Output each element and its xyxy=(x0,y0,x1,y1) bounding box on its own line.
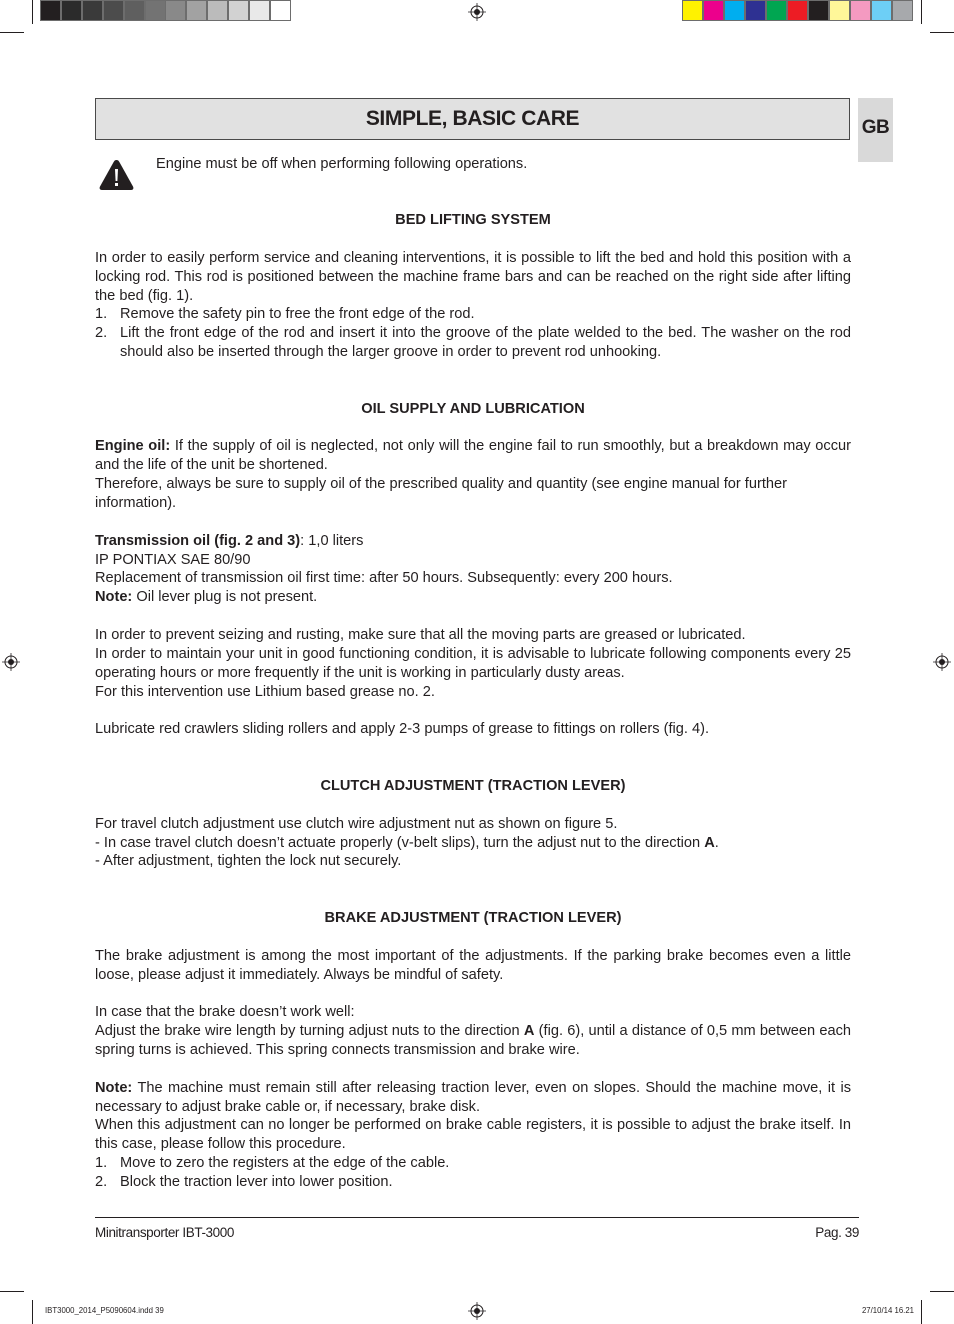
color-swatch xyxy=(82,0,103,21)
crop-mark xyxy=(921,0,922,24)
brake-adjust-text: Adjust the brake wire length by turning adjust nuts to the direction xyxy=(95,1023,524,1039)
brake-case-line: In case that the brake doesn’t work well: xyxy=(95,1004,355,1020)
crop-mark xyxy=(921,1300,922,1324)
list-item xyxy=(95,1173,851,1192)
therefore-paragraph: Therefore, always be sure to supply oil of the prescribed quality and quantity (see engine manual for further information). xyxy=(95,476,787,511)
color-swatch xyxy=(703,0,724,21)
color-swatch xyxy=(850,0,871,21)
engine-oil-paragraph xyxy=(95,437,851,475)
section-heading-oil-supply: OIL SUPPLY AND LUBRICATION xyxy=(361,401,585,417)
transmission-oil-type: IP PONTIAX SAE 80/90 xyxy=(95,552,251,568)
brake-when-paragraph: When this adjustment can no longer be performed on brake cable registers, it is possible to adjust the brake itself. In this case, please follow this procedure. xyxy=(95,1117,851,1152)
page-title: SIMPLE, BASIC CARE xyxy=(365,107,580,130)
color-swatch xyxy=(270,0,291,21)
color-swatch xyxy=(787,0,808,21)
list-item xyxy=(95,324,851,362)
color-swatch xyxy=(165,0,186,21)
crop-mark xyxy=(930,1291,954,1292)
list-number: 1. xyxy=(95,1155,108,1171)
brake-adjust-text-end: (fig. 6), until a distance of 0,5 mm between each spring turns is achieved. This spring connects transmission and brake wire. xyxy=(95,1023,851,1058)
maintain-paragraph: In order to maintain your unit in good functioning condition, it is advisable to lubricate following components every 25 operating hours or more frequently if the unit is working in particularly dusty areas. xyxy=(95,646,851,681)
color-swatch xyxy=(724,0,745,21)
clutch-line-1: For travel clutch adjustment use clutch wire adjustment nut as shown on figure 5. xyxy=(95,816,618,832)
registration-mark-icon xyxy=(468,3,486,21)
color-swatch xyxy=(228,0,249,21)
color-swatch xyxy=(124,0,145,21)
color-swatch xyxy=(808,0,829,21)
grease-paragraph: For this intervention use Lithium based grease no. 2. xyxy=(95,684,435,700)
color-swatch xyxy=(892,0,913,21)
clutch-line-3: - After adjustment, tighten the lock nut securely. xyxy=(95,853,402,869)
clutch-line-2-text: - In case travel clutch doesn’t actuate properly (v-belt slips), turn the adjust nut to the direction xyxy=(95,835,705,851)
color-swatch xyxy=(766,0,787,21)
color-swatch xyxy=(145,0,166,21)
print-slug-timestamp: 27/10/14 16.21 xyxy=(861,1306,914,1315)
list-number: 2. xyxy=(95,1174,108,1190)
color-swatch xyxy=(249,0,270,21)
clutch-line-2-end: . xyxy=(714,835,719,851)
section-heading-bed-lifting: BED LIFTING SYSTEM xyxy=(395,212,551,228)
crop-mark xyxy=(930,32,954,33)
crop-mark xyxy=(0,32,24,33)
warning-triangle-icon xyxy=(98,158,135,192)
footer-divider xyxy=(95,1217,859,1218)
warning-text: Engine must be off when performing following operations. xyxy=(156,156,528,172)
crop-mark xyxy=(32,0,33,24)
list-item xyxy=(95,1154,851,1173)
registration-mark-icon xyxy=(2,653,20,671)
engine-oil-label: Engine oil: xyxy=(95,438,171,454)
list-text: Move to zero the registers at the edge of the cable. xyxy=(120,1155,450,1171)
lubricate-paragraph: Lubricate red crawlers sliding rollers and apply 2-3 pumps of grease to fittings on rollers (fig. 4). xyxy=(95,721,710,737)
crop-mark xyxy=(0,1291,24,1292)
color-swatch xyxy=(40,0,61,21)
note-text: The machine must remain still after releasing traction lever, even on slopes. Should the machine move, it is necessary to adjust brake cable or, if necessary, brake disk. xyxy=(95,1080,851,1115)
brake-intro-paragraph: The brake adjustment is among the most important of the adjustments. If the parking brake becomes even a little loose, please adjust it immediately. Always be mindful of safety. xyxy=(95,948,851,983)
transmission-oil-value: : 1,0 liters xyxy=(300,533,364,549)
note-label: Note: xyxy=(95,589,133,605)
color-swatch xyxy=(829,0,850,21)
direction-label: A xyxy=(704,835,715,851)
color-swatch xyxy=(745,0,766,21)
registration-mark-icon xyxy=(468,1302,486,1320)
oil-note xyxy=(95,588,851,607)
section-heading-brake: BRAKE ADJUSTMENT (TRACTION LEVER) xyxy=(324,910,622,926)
replacement-text: Replacement of transmission oil first time: after 50 hours. Subsequently: every 200 hours. xyxy=(95,570,673,586)
color-swatch xyxy=(682,0,703,21)
list-number: 2. xyxy=(95,325,108,341)
list-item xyxy=(95,305,851,324)
footer-product-name: Minitransporter IBT-3000 xyxy=(95,1225,234,1240)
prevent-paragraph: In order to prevent seizing and rusting, make sure that all the moving parts are greased or lubricated. xyxy=(95,627,746,643)
clutch-line-2 xyxy=(95,834,851,853)
list-number: 1. xyxy=(95,306,108,322)
bed-intro-paragraph: In order to easily perform service and cleaning interventions, it is possible to lift the bed and hold this position with a locking rod. This rod is positioned between the machine frame bars and can be reached on the right side after lifting the bed (fig. 1). xyxy=(95,250,851,304)
color-swatch xyxy=(207,0,228,21)
brake-note-paragraph xyxy=(95,1079,851,1117)
brake-adjust-paragraph xyxy=(95,1022,851,1060)
language-tab: GB xyxy=(858,98,893,162)
registration-mark-icon xyxy=(933,653,951,671)
note-label: Note: xyxy=(95,1080,133,1096)
note-text: Oil lever plug is not present. xyxy=(132,589,318,605)
footer-page-number: Pag. 39 xyxy=(815,1225,859,1240)
color-swatch xyxy=(103,0,124,21)
engine-oil-text: If the supply of oil is neglected, not only will the engine fail to run smoothly, but a breakdown may occur and the life of the unit be shortened. xyxy=(95,438,851,473)
direction-label: A xyxy=(523,1023,535,1039)
color-swatch xyxy=(871,0,892,21)
transmission-oil-label: Transmission oil (fig. 2 and 3) xyxy=(95,533,301,549)
crop-mark xyxy=(32,1300,33,1324)
color-swatch xyxy=(186,0,207,21)
print-slug-filename: IBT3000_2014_P5090604.indd 39 xyxy=(45,1306,164,1315)
section-heading-clutch: CLUTCH ADJUSTMENT (TRACTION LEVER) xyxy=(320,778,626,794)
list-text: Lift the front edge of the rod and insert it into the groove of the plate welded to the bed. The washer on the rod should also be inserted through the larger groove in order to prevent rod unhooking. xyxy=(120,325,851,360)
transmission-oil-line xyxy=(95,532,851,551)
list-text: Block the traction lever into lower position. xyxy=(120,1174,393,1190)
page-title-bar xyxy=(95,98,850,140)
list-text: Remove the safety pin to free the front edge of the rod. xyxy=(120,306,475,322)
color-swatch xyxy=(61,0,82,21)
